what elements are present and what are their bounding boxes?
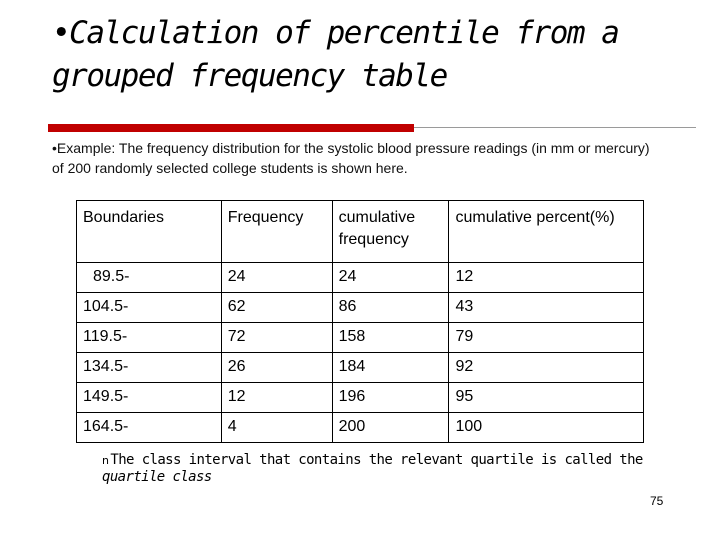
note-italic-term: quartile class (102, 469, 212, 485)
table-row (77, 413, 644, 443)
header-cumulative-percent: cumulative percent(%) (449, 201, 644, 263)
frequency-cell: 12 (221, 383, 332, 413)
header-boundaries: Boundaries (77, 201, 222, 263)
slide-title: •Calculation of percentile from a grouped frequency table (52, 15, 619, 94)
table-row (77, 353, 644, 383)
boundary-cell: 164.5- (77, 413, 222, 443)
table-row (77, 383, 644, 413)
table-header-row (77, 201, 644, 263)
table-row (77, 293, 644, 323)
page-number: 75 (650, 494, 664, 508)
frequency-cell: 24 (221, 263, 332, 293)
title-accent-bar (48, 124, 414, 132)
boundary-cell: 89.5- (77, 263, 222, 293)
cumulative-frequency-cell: 24 (332, 263, 449, 293)
quartile-class-note (102, 452, 662, 485)
boundary-cell: 149.5- (77, 383, 222, 413)
cumulative-percent-cell: 79 (449, 323, 644, 353)
cumulative-percent-cell: 92 (449, 353, 644, 383)
frequency-cell: 72 (221, 323, 332, 353)
frequency-cell: 4 (221, 413, 332, 443)
cumulative-frequency-cell: 196 (332, 383, 449, 413)
cumulative-frequency-cell: 158 (332, 323, 449, 353)
note-text: The class interval that contains the relevant quartile is called the (110, 452, 643, 468)
cumulative-frequency-cell: 184 (332, 353, 449, 383)
cumulative-percent-cell: 12 (449, 263, 644, 293)
frequency-cell: 62 (221, 293, 332, 323)
table-row (77, 323, 644, 353)
frequency-table (76, 200, 644, 443)
example-text: •Example: The frequency distribution for the systolic blood pressure readings (in mm or mercury) of 200 randomly selected college students is shown here. (52, 140, 650, 176)
boundary-cell: 119.5- (77, 323, 222, 353)
cumulative-percent-cell: 100 (449, 413, 644, 443)
frequency-cell: 26 (221, 353, 332, 383)
boundary-cell: 134.5- (77, 353, 222, 383)
table-row (77, 263, 644, 293)
cumulative-frequency-cell: 86 (332, 293, 449, 323)
header-frequency: Frequency (221, 201, 332, 263)
header-cumulative-frequency: cumulative frequency (332, 201, 449, 263)
cumulative-frequency-cell: 200 (332, 413, 449, 443)
cumulative-percent-cell: 95 (449, 383, 644, 413)
bullet-icon: n (102, 454, 109, 467)
boundary-cell: 104.5- (77, 293, 222, 323)
cumulative-percent-cell: 43 (449, 293, 644, 323)
